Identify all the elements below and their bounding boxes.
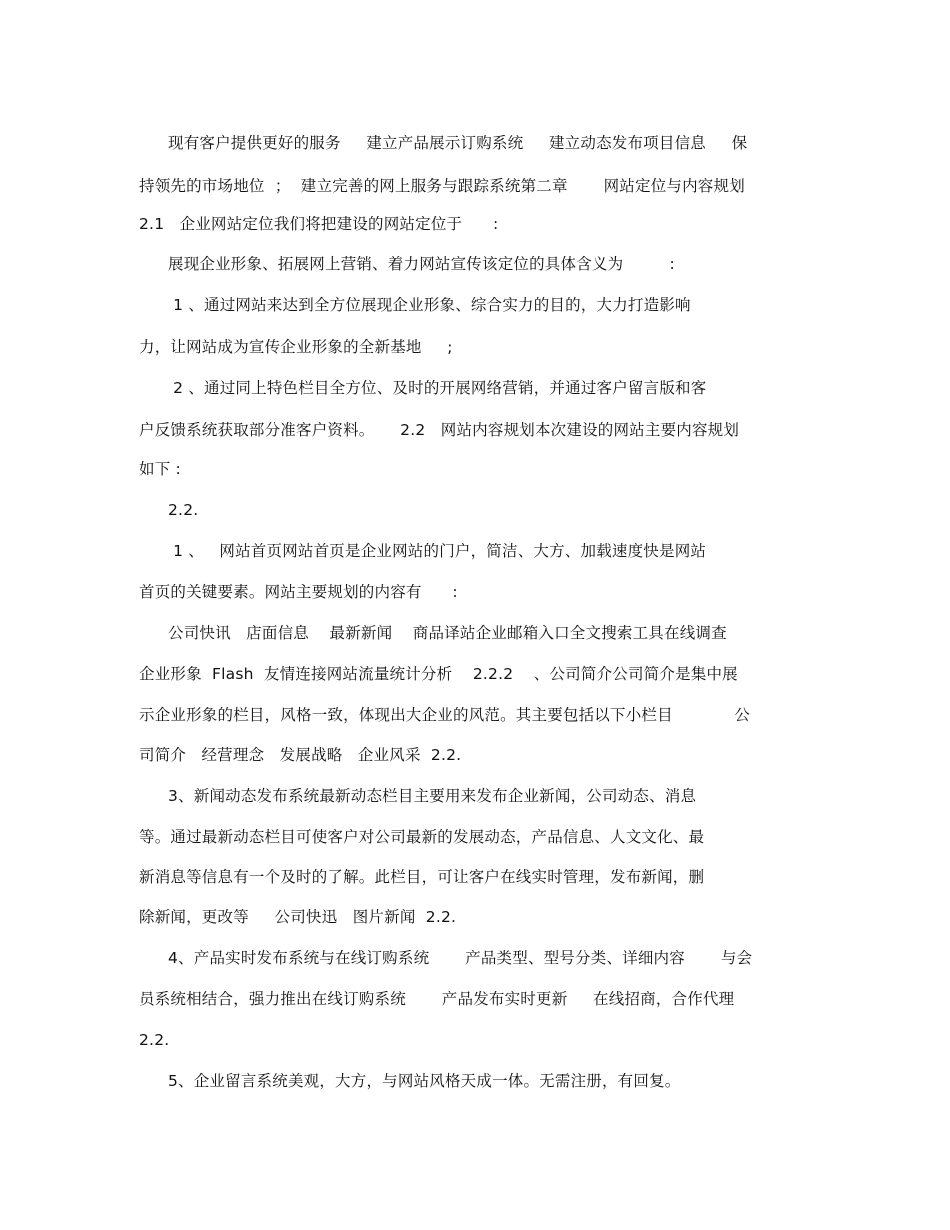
text-line: 企业形象 Flash 友情连接网站流量统计分析 2.2.2 、公司简介公司简介是集中展 xyxy=(139,665,738,683)
text-line: 除新闻，更改等 公司快迅 图片新闻 2.2. xyxy=(139,908,457,926)
text-line: 司简介 经营理念 发展战略 企业风采 2.2. xyxy=(139,746,462,764)
text-line: 现有客户提供更好的服务 建立产品展示订购系统 建立动态发布项目信息 保 xyxy=(168,134,748,152)
text-line: 首页的关键要素。网站主要规划的内容有 : xyxy=(139,583,458,601)
section-heading: 2.1 企业网站定位我们将把建设的网站定位于 : xyxy=(139,215,499,233)
text-line: 等。通过最新动态栏目可使客户对公司最新的发展动态，产品信息、人文文化、最 xyxy=(139,828,705,846)
text-line: 展现企业形象、拓展网上营销、着力网站宣传该定位的具体含义为 : xyxy=(168,255,675,273)
text-line: 员系统相结合，强力推出在线订购系统 产品发布实时更新 在线招商，合作代理 xyxy=(139,990,735,1008)
text-line: 新消息等信息有一个及时的了解。此栏目，可让客户在线实时管理，发布新闻，删 xyxy=(139,868,705,886)
list-item: 2 、通过同上特色栏目全方位、及时的开展网络营销，并通过客户留言版和客 xyxy=(168,379,707,397)
text-line: 力，让网站成为宣传企业形象的全新基地 ; xyxy=(139,338,453,356)
text-line: 户反馈系统获取部分准客户资料。 2.2 网站内容规划本次建设的网站主要内容规划 xyxy=(139,421,740,439)
list-item: 3、新闻动态发布系统最新动态栏目主要用来发布企业新闻，公司动态、消息 xyxy=(168,787,697,805)
section-number: 2.2. xyxy=(168,501,199,519)
list-item: 1 、通过网站来达到全方位展现企业形象、综合实力的目的，大力打造影响 xyxy=(168,296,691,314)
text-line: 如下 : xyxy=(139,460,181,478)
list-item: 4、产品实时发布系统与在线订购系统 产品类型、型号分类、详细内容 与会 xyxy=(168,949,753,967)
list-item: 5、企业留言系统美观，大方，与网站风格天成一体。无需注册，有回复。 xyxy=(168,1072,681,1090)
list-item: 1 、 网站首页网站首页是企业网站的门户，简洁、大方、加载速度快是网站 xyxy=(168,542,707,560)
text-line: 公司快讯 店面信息 最新新闻 商品译站企业邮箱入口全文搜索工具在线调查 xyxy=(168,624,727,642)
text-line: 示企业形象的栏目，风格一致，体现出大企业的风范。其主要包括以下小栏目 公 xyxy=(139,706,751,724)
text-line: 持领先的市场地位 ； 建立完善的网上服务与跟踪系统第二章 网站定位与内容规划 xyxy=(139,177,745,195)
section-number: 2.2. xyxy=(139,1031,170,1049)
